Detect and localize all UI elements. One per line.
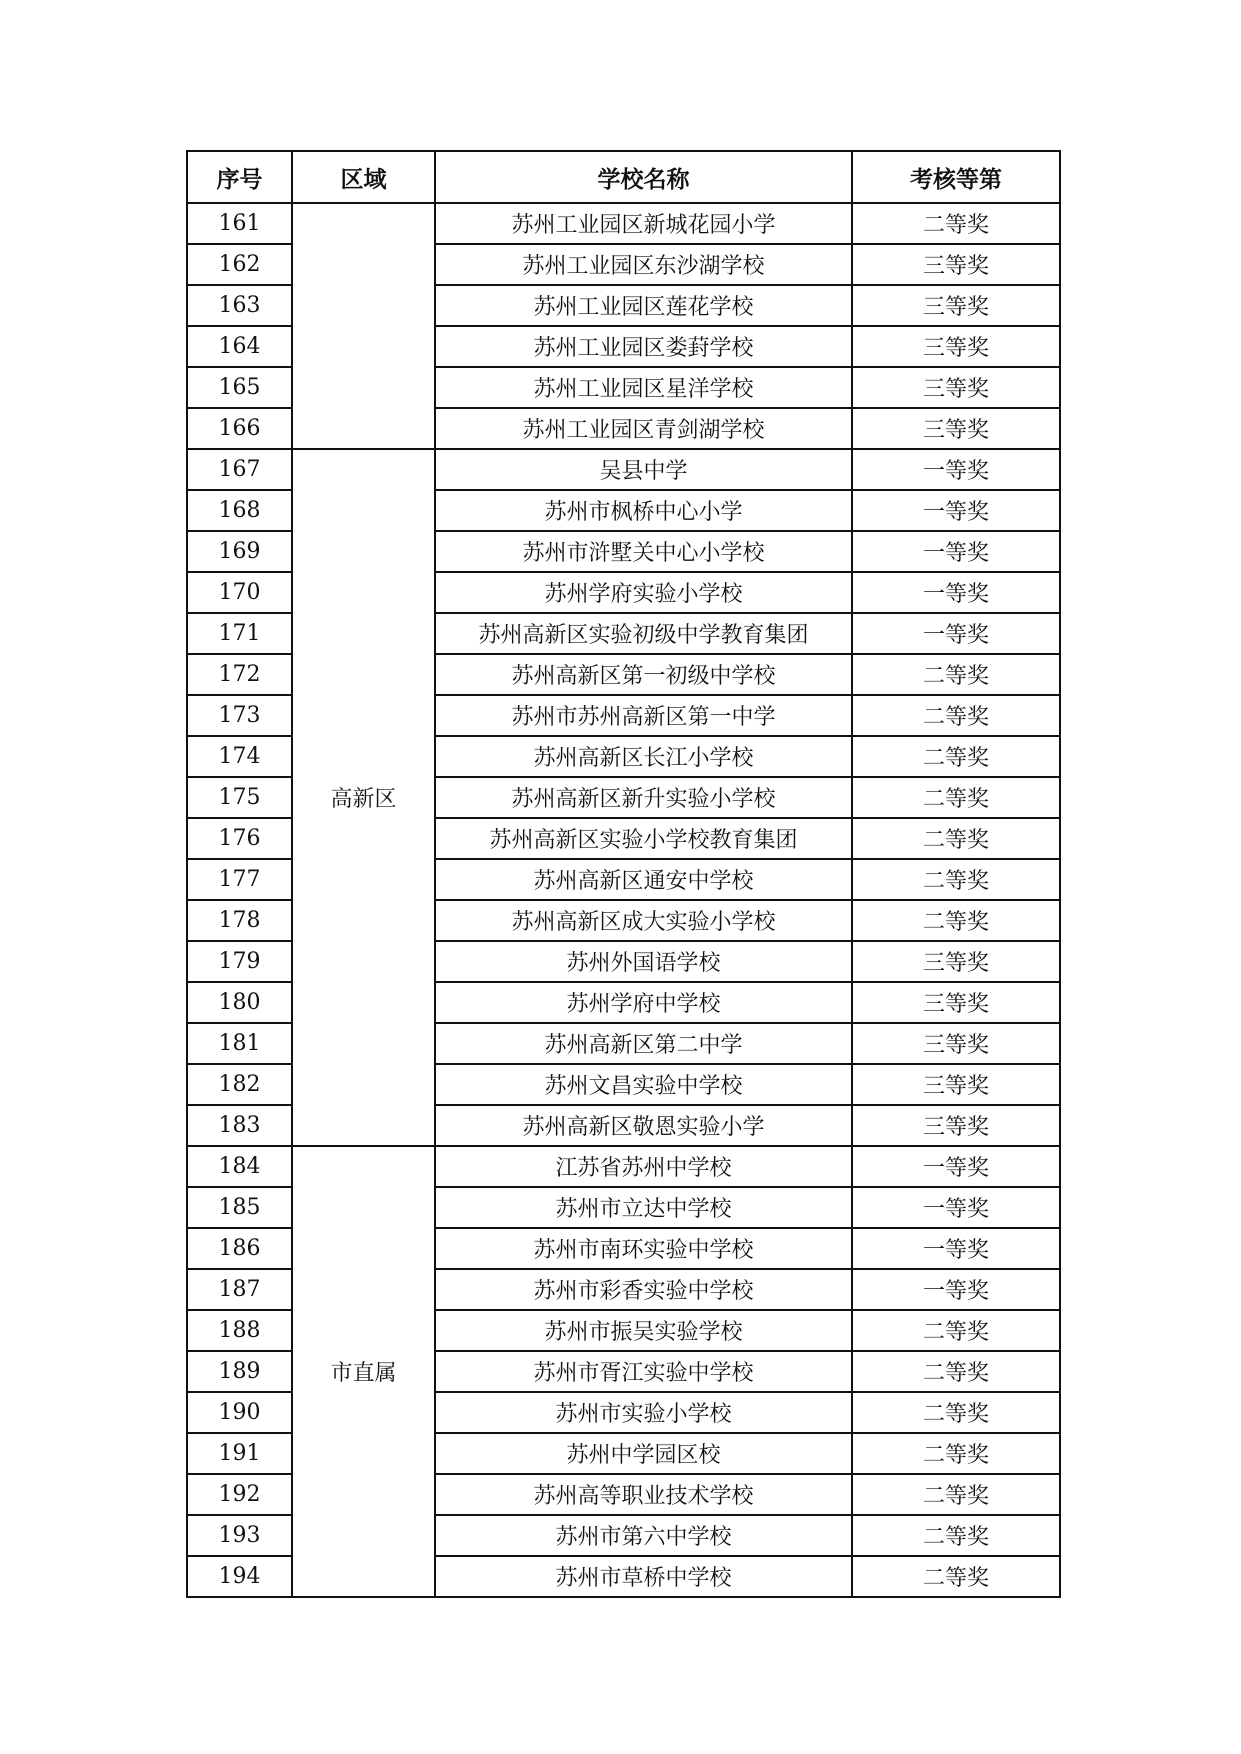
grade-cell: 一等奖 [852,1146,1060,1187]
school-cell: 苏州市胥江实验中学校 [435,1351,852,1392]
grade-cell: 三等奖 [852,941,1060,982]
serial-cell: 184 [187,1146,292,1187]
serial-cell: 169 [187,531,292,572]
serial-cell: 193 [187,1515,292,1556]
grade-cell: 三等奖 [852,285,1060,326]
school-cell: 苏州市南环实验中学校 [435,1228,852,1269]
grade-cell: 二等奖 [852,1474,1060,1515]
grade-cell: 二等奖 [852,736,1060,777]
grade-cell: 二等奖 [852,1310,1060,1351]
school-cell: 苏州学府中学校 [435,982,852,1023]
header-school-name: 学校名称 [435,151,852,203]
serial-cell: 166 [187,408,292,449]
header-row [187,151,1060,203]
serial-cell: 189 [187,1351,292,1392]
school-cell: 苏州工业园区青剑湖学校 [435,408,852,449]
grade-cell: 一等奖 [852,1269,1060,1310]
serial-cell: 176 [187,818,292,859]
school-cell: 苏州工业园区新城花园小学 [435,203,852,244]
region-cell-blank [292,203,435,449]
serial-cell: 161 [187,203,292,244]
grade-cell: 一等奖 [852,572,1060,613]
school-cell: 苏州市实验小学校 [435,1392,852,1433]
school-cell: 苏州工业园区莲花学校 [435,285,852,326]
school-cell: 苏州高新区长江小学校 [435,736,852,777]
serial-cell: 167 [187,449,292,490]
school-cell: 苏州工业园区娄葑学校 [435,326,852,367]
school-cell: 苏州市彩香实验中学校 [435,1269,852,1310]
school-cell: 吴县中学 [435,449,852,490]
grade-cell: 二等奖 [852,654,1060,695]
school-cell: 苏州高新区第一初级中学校 [435,654,852,695]
table-row [187,1146,1060,1187]
award-table [186,150,1061,1598]
grade-cell: 三等奖 [852,367,1060,408]
serial-cell: 171 [187,613,292,654]
grade-cell: 一等奖 [852,613,1060,654]
header-serial-number: 序号 [187,151,292,203]
school-cell: 苏州市立达中学校 [435,1187,852,1228]
school-cell: 苏州高等职业技术学校 [435,1474,852,1515]
serial-cell: 170 [187,572,292,613]
school-cell: 苏州外国语学校 [435,941,852,982]
serial-cell: 178 [187,900,292,941]
grade-cell: 一等奖 [852,1228,1060,1269]
serial-cell: 177 [187,859,292,900]
grade-cell: 二等奖 [852,818,1060,859]
region-cell: 市直属 [292,1146,435,1597]
grade-cell: 二等奖 [852,1433,1060,1474]
school-cell: 苏州高新区成大实验小学校 [435,900,852,941]
grade-cell: 一等奖 [852,1187,1060,1228]
serial-cell: 172 [187,654,292,695]
serial-cell: 194 [187,1556,292,1597]
grade-cell: 三等奖 [852,244,1060,285]
school-cell: 苏州高新区第二中学 [435,1023,852,1064]
serial-cell: 191 [187,1433,292,1474]
header-grade: 考核等第 [852,151,1060,203]
school-cell: 苏州高新区实验小学校教育集团 [435,818,852,859]
serial-cell: 181 [187,1023,292,1064]
grade-cell: 二等奖 [852,900,1060,941]
grade-cell: 二等奖 [852,695,1060,736]
grade-cell: 三等奖 [852,982,1060,1023]
school-cell: 江苏省苏州中学校 [435,1146,852,1187]
header-region: 区域 [292,151,435,203]
school-cell: 苏州市第六中学校 [435,1515,852,1556]
school-cell: 苏州市浒墅关中心小学校 [435,531,852,572]
serial-cell: 182 [187,1064,292,1105]
serial-cell: 175 [187,777,292,818]
school-cell: 苏州高新区实验初级中学教育集团 [435,613,852,654]
serial-cell: 190 [187,1392,292,1433]
school-cell: 苏州工业园区东沙湖学校 [435,244,852,285]
serial-cell: 186 [187,1228,292,1269]
serial-cell: 168 [187,490,292,531]
grade-cell: 三等奖 [852,326,1060,367]
serial-cell: 179 [187,941,292,982]
school-cell: 苏州市苏州高新区第一中学 [435,695,852,736]
grade-cell: 三等奖 [852,1064,1060,1105]
serial-cell: 180 [187,982,292,1023]
grade-cell: 一等奖 [852,531,1060,572]
region-cell: 高新区 [292,449,435,1146]
serial-cell: 188 [187,1310,292,1351]
grade-cell: 三等奖 [852,408,1060,449]
school-cell: 苏州文昌实验中学校 [435,1064,852,1105]
serial-cell: 163 [187,285,292,326]
grade-cell: 三等奖 [852,1023,1060,1064]
table-row [187,449,1060,490]
school-cell: 苏州市草桥中学校 [435,1556,852,1597]
grade-cell: 二等奖 [852,1392,1060,1433]
serial-cell: 174 [187,736,292,777]
serial-cell: 164 [187,326,292,367]
serial-cell: 192 [187,1474,292,1515]
serial-cell: 165 [187,367,292,408]
table-row [187,203,1060,244]
grade-cell: 二等奖 [852,203,1060,244]
grade-cell: 一等奖 [852,490,1060,531]
school-cell: 苏州高新区敬恩实验小学 [435,1105,852,1146]
grade-cell: 二等奖 [852,1515,1060,1556]
grade-cell: 二等奖 [852,859,1060,900]
school-cell: 苏州学府实验小学校 [435,572,852,613]
serial-cell: 162 [187,244,292,285]
school-cell: 苏州中学园区校 [435,1433,852,1474]
serial-cell: 185 [187,1187,292,1228]
school-cell: 苏州高新区通安中学校 [435,859,852,900]
school-cell: 苏州高新区新升实验小学校 [435,777,852,818]
grade-cell: 二等奖 [852,777,1060,818]
school-cell: 苏州市枫桥中心小学 [435,490,852,531]
school-cell: 苏州工业园区星洋学校 [435,367,852,408]
grade-cell: 二等奖 [852,1351,1060,1392]
grade-cell: 二等奖 [852,1556,1060,1597]
serial-cell: 187 [187,1269,292,1310]
serial-cell: 173 [187,695,292,736]
school-cell: 苏州市振吴实验学校 [435,1310,852,1351]
grade-cell: 三等奖 [852,1105,1060,1146]
grade-cell: 一等奖 [852,449,1060,490]
serial-cell: 183 [187,1105,292,1146]
